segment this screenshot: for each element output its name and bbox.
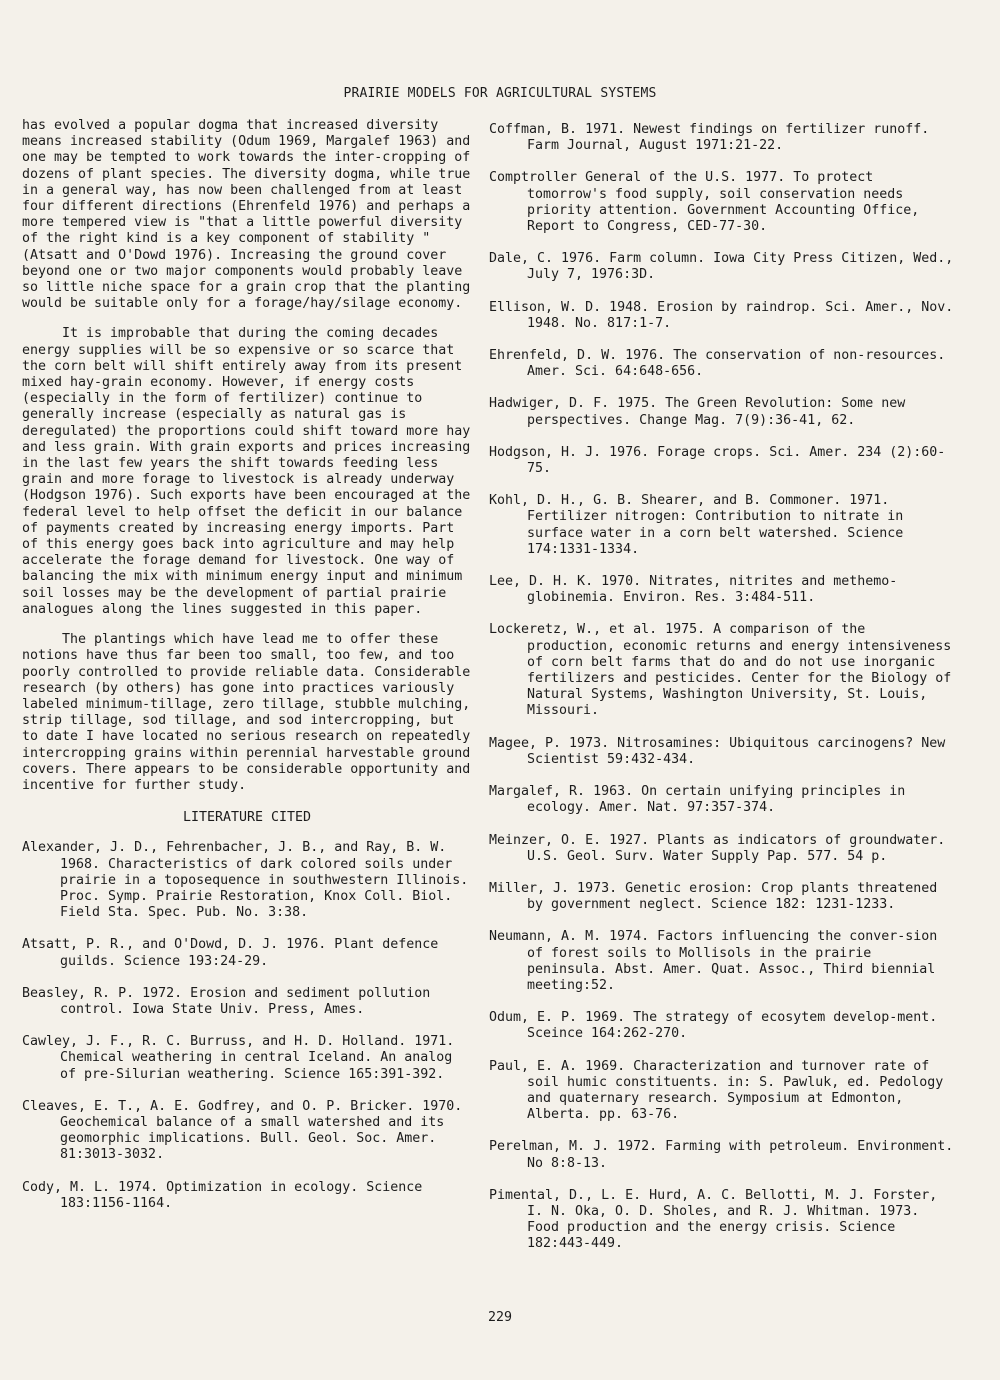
reference-entry: Miller, J. 1973. Genetic erosion: Crop plants threatened by government neglect. Science 182: 1231-1233. xyxy=(489,880,938,913)
reference-entry: Atsatt, P. R., and O'Dowd, D. J. 1976. Plant defence guilds. Science 193:24-29. xyxy=(22,937,439,969)
reference-entry: Neumann, A. M. 1974. Factors influencing the conver-sion of forest soils to Mollisols in the prairie peninsula. Abst. Amer. Quat. Assoc., Third biennial meeting:52. xyxy=(489,929,938,993)
page-number: 229 xyxy=(487,1310,513,1325)
section-heading-literature-cited: LITERATURE CITED xyxy=(182,810,312,826)
reference-entry: Lee, D. H. K. 1970. Nitrates, nitrites and methemo-globinemia. Environ. Res. 3:484-511. xyxy=(489,574,898,606)
reference-entry: Hodgson, H. J. 1976. Forage crops. Sci. Amer. 234 (2):60-75. xyxy=(489,444,946,477)
running-title: PRAIRIE MODELS FOR AGRICULTURAL SYSTEMS xyxy=(343,86,657,101)
reference-entry: Cody, M. L. 1974. Optimization in ecology. Science 183:1156-1164. xyxy=(22,1179,423,1211)
reference-entry: Beasley, R. P. 1972. Erosion and sediment pollution control. Iowa State Univ. Press, Ames. xyxy=(22,985,431,1017)
reference-entry: Margalef, R. 1963. On certain unifying principles in ecology. Amer. Nat. 97:357-374. xyxy=(489,784,906,816)
reference-entry: Cawley, J. F., R. C. Burruss, and H. D. Holland. 1971. Chemical weathering in central Iceland. An analog of pre-Silurian weathering. Science 165:391-392. xyxy=(22,1034,455,1082)
body-paragraph: has evolved a popular dogma that increased diversity means increased stability (Odum 1969, Margalef 1963) and one may be tempted to work towards the inter-cropping of dozens of plant species. The diversity dogma, while true in a general way, has now been challenged from at least four different directions (Ehrenfeld 1976) and perhaps a more tempered view is "that a little powerful diversity of the right kind is a key component of stability " (Atsatt and O'Dowd 1976). Increasing the ground cover beyond one or two major components would probably leave so little niche space for a grain crop that the planting would be suitable only for a forage/hay/silage economy. xyxy=(22,118,471,312)
reference-entry: Ellison, W. D. 1948. Erosion by raindrop. Sci. Amer., Nov. 1948. No. 817:1-7. xyxy=(489,299,954,331)
reference-entry: Meinzer, O. E. 1927. Plants as indicators of groundwater. U.S. Geol. Surv. Water Supply Pap. 577. 54 p. xyxy=(489,832,946,864)
reference-entry: Perelman, M. J. 1972. Farming with petroleum. Environment. No 8:8-13. xyxy=(489,1139,954,1171)
reference-entry: Coffman, B. 1971. Newest findings on fertilizer runoff. Farm Journal, August 1971:21-22. xyxy=(489,122,930,154)
reference-entry: Hadwiger, D. F. 1975. The Green Revolution: Some new perspectives. Change Mag. 7(9):36-41, 62. xyxy=(489,396,906,428)
reference-entry: Dale, C. 1976. Farm column. Iowa City Press Citizen, Wed., July 7, 1976:3D. xyxy=(489,251,954,283)
left-column xyxy=(22,118,472,1228)
reference-entry: Alexander, J. D., Fehrenbacher, J. B., and Ray, B. W. 1968. Characteristics of dark colored soils under prairie in a toposequence in southwestern Illinois. Proc. Symp. Prairie Restoration, Knox Coll. Biol. Field Sta. Spec. Pub. No. 3:38. xyxy=(22,840,469,921)
reference-entry: Paul, E. A. 1969. Characterization and turnover rate of soil humic constituents. in: S. Pawluk, ed. Pedology and quaternary research. Symposium at Edmonton, Alberta. pp. 63-76. xyxy=(489,1058,944,1123)
reference-entry: Lockeretz, W., et al. 1975. A comparison of the production, economic returns and energy intensiveness of corn belt farms that do and do not use inorganic fertilizers and pesticides. Center for the Biology of Natural Systems, Washington University, St. Louis, Missouri. xyxy=(489,622,952,719)
reference-entry: Ehrenfeld, D. W. 1976. The conservation of non-resources. Amer. Sci. 64:648-656. xyxy=(489,348,946,380)
reference-entry: Odum, E. P. 1969. The strategy of ecosytem develop-ment. Sceince 164:262-270. xyxy=(489,1010,938,1042)
reference-entry: Kohl, D. H., G. B. Shearer, and B. Commoner. 1971. Fertilizer nitrogen: Contribution to nitrate in surface water in a corn belt watershed. Science 174:1331-1334. xyxy=(489,493,904,557)
body-paragraph: It is improbable that during the coming decades energy supplies will be so expensive or so scarce that the corn belt will shift entirely away from its present mixed hay-grain economy. However, if energy costs (especially in the form of fertilizer) continue to generally increase (especially as natural gas is deregulated) the proportions could shift toward more hay and less grain. With grain exports and prices increasing in the last few years the shift towards feeding less grain and more forage to livestock is already underway (Hodgson 1976). Such exports have been encouraged at the federal level to help offset the deficit in our balance of payments created by increasing energy imports. Part of this energy goes back into agriculture and may help accelerate the forage demand for livestock. One way of balancing the mix with minimum energy input and minimum soil losses may be the development of partial prairie analogues along the lines suggested in this paper. xyxy=(22,326,471,617)
reference-entry: Comptroller General of the U.S. 1977. To protect tomorrow's food supply, soil conservation needs priority attention. Government Accounting Office, Report to Congress, CED-77-30. xyxy=(489,170,920,235)
right-column xyxy=(489,122,959,1269)
reference-entry: Magee, P. 1973. Nitrosamines: Ubiquitous carcinogens? New Scientist 59:432-434. xyxy=(489,735,946,767)
reference-entry: Cleaves, E. T., A. E. Godfrey, and O. P. Bricker. 1970. Geochemical balance of a small watershed and its geomorphic implications. Bull. Geol. Soc. Amer. 81:3013-3032. xyxy=(22,1098,463,1163)
reference-entry: Pimental, D., L. E. Hurd, A. C. Bellotti, M. J. Forster, I. N. Oka, O. D. Sholes, and R. J. Whitman. 1973. Food production and the energy crisis. Science 182:443-449. xyxy=(489,1187,938,1252)
body-paragraph: The plantings which have lead me to offer these notions have thus far been too small, too few, and too poorly controlled to provide reliable data. Considerable research (by others) has gone into practices variously labeled minimum-tillage, zero tillage, stubble mulching, strip tillage, sod tillage, and sod intercropping, but to date I have located no serious research on repeatedly intercropping grains within perennial harvestable ground covers. There appears to be considerable opportunity and incentive for further study. xyxy=(22,632,471,793)
